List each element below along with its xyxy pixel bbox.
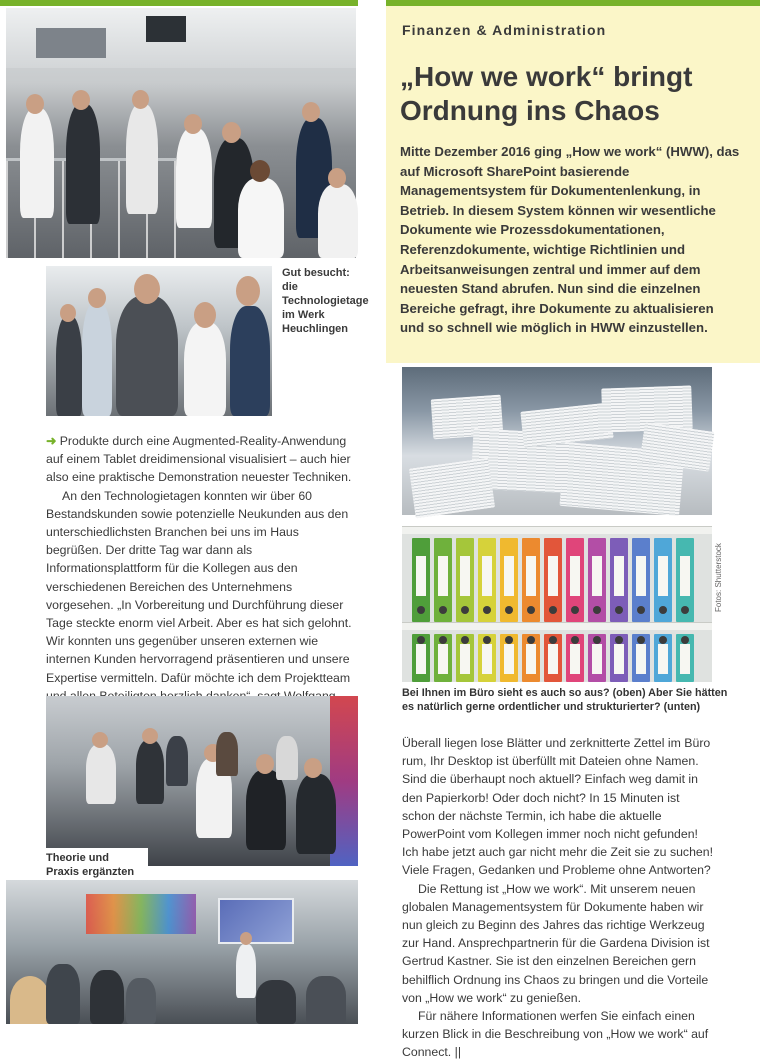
binder-label — [482, 556, 492, 596]
binder — [654, 538, 672, 622]
right-paragraph-1: Überall liegen lose Blätter und zerknitterte Zettel im Büro rum, Ihr Desktop ist überfüllt mit Dateien ohne Namen. Sind die überhaupt noch aktuell? Einfach weg damit in den Papierkorb! Oder doch nicht? In 15 Minuten ist schon der nächste Termin, ich habe die aktuelle PowerPoint vom Kollegen immer noch nicht gefunden! Ich habe jetzt auch gar nicht mehr die Zeit sie zu suchen! Viele Fragen, Gedanken und Probleme ohne Antworten? — [402, 736, 714, 878]
binder-label — [504, 644, 514, 674]
binder-hole — [461, 636, 469, 644]
binder-label — [482, 644, 492, 674]
binder-hole — [483, 606, 491, 614]
binder — [456, 538, 474, 622]
photo-presentation-hall — [6, 880, 358, 1024]
binder — [478, 634, 496, 682]
binder — [456, 634, 474, 682]
accent-bar-left — [0, 0, 358, 6]
binder-label — [548, 644, 558, 674]
binder-label — [416, 644, 426, 674]
binder — [588, 538, 606, 622]
binder-label — [438, 556, 448, 596]
article-lead: Mitte Dezember 2016 ging „How we work“ (HWW), das auf Microsoft SharePoint basierende Managementsystem für Dokumentenlenkung, in Betrieb. In diesem System können wir wesentliche Dokumente wie Prozessdokumentationen, Referenzdokumente, wichtige Richtlinien und Arbeitsanweisungen zentral und immer auf dem neuesten Stand abrufen. Nun sind die einzelnen Bereiche gefragt, ihre Dokumente zu aktualisieren und so schnell wie möglich in HWW einzustellen. — [400, 144, 740, 336]
binder-hole — [483, 636, 491, 644]
binder-label — [658, 644, 668, 674]
binder — [500, 634, 518, 682]
binder-label — [636, 556, 646, 596]
binder-hole — [571, 636, 579, 644]
binder-label — [592, 556, 602, 596]
right-paragraph-2: Die Rettung ist „How we work“. Mit unserem neuen globalen Managementsystem für Dokumente haben wir nun gleich zu Beginn des Jahres das richtige Werkzeug zur Hand. Ansprechpartnerin für die Gardena Division ist Gertrud Kastner. Sie ist den einzelnen Bereichen gern behilflich Ordnung ins Chaos zu bringen und die Vorteile von „How we work“ zu genießen. — [402, 881, 710, 1005]
binder — [522, 538, 540, 622]
binder-hole — [593, 606, 601, 614]
binder-hole — [505, 636, 513, 644]
binder-hole — [615, 606, 623, 614]
binder-label — [614, 644, 624, 674]
binder-hole — [527, 636, 535, 644]
binder-hole — [461, 606, 469, 614]
binder-label — [504, 556, 514, 596]
photo-caption-tec-together: Theorie und Praxis ergänzten — [42, 848, 148, 910]
arrow-icon: ➜ — [46, 434, 60, 448]
binder-hole — [549, 606, 557, 614]
binder-hole — [637, 606, 645, 614]
binder — [676, 634, 694, 682]
photo-technology-days-crowd — [6, 8, 356, 258]
binder-label — [680, 556, 690, 596]
binder — [566, 634, 584, 682]
binder-hole — [593, 636, 601, 644]
binder — [544, 538, 562, 622]
binder-label — [680, 644, 690, 674]
photo-colored-binders — [402, 526, 712, 682]
binder — [434, 538, 452, 622]
photo-caption-technology-days: Gut besucht: die Technologietage im Werk Heuchlingen — [282, 267, 369, 335]
binder-label — [438, 644, 448, 674]
binder-label — [658, 556, 668, 596]
binder — [632, 538, 650, 622]
photo-projection-screen — [218, 898, 294, 944]
binder-hole — [659, 636, 667, 644]
right-paragraph-3: Für nähere Informationen werfen Sie einfach einen kurzen Blick in die Beschreibung von „How we work“ auf Connect. || — [402, 1009, 709, 1060]
binder — [610, 634, 628, 682]
left-paragraph-1-text: Produkte durch eine Augmented-Reality-Anwendung auf einem Tablet dreidimensional visualisiert – auch hier also eine praktische Demonstration neuester Techniken. — [46, 434, 352, 485]
photo-tec-together-audience — [46, 696, 358, 866]
binder — [544, 634, 562, 682]
binder — [566, 538, 584, 622]
shelf-board-top — [402, 526, 712, 534]
binder — [588, 634, 606, 682]
binder-label — [416, 556, 426, 596]
binder-label — [460, 644, 470, 674]
right-article-text — [402, 734, 714, 1062]
binder-hole — [637, 636, 645, 644]
binder-label — [636, 644, 646, 674]
binder-hole — [549, 636, 557, 644]
binder — [500, 538, 518, 622]
binder-label — [570, 644, 580, 674]
binder-hole — [681, 636, 689, 644]
photo-window — [146, 16, 186, 42]
photo-credit: Fotos: Shutterstock — [714, 543, 723, 612]
binder-hole — [527, 606, 535, 614]
binder-label — [460, 556, 470, 596]
binder-label — [526, 556, 536, 596]
binder-hole — [417, 606, 425, 614]
photo-colored-wall — [86, 894, 196, 934]
binder-hole — [615, 636, 623, 644]
left-paragraph-2: An den Technologietagen konnten wir über 60 Bestandskunden sowie potenzielle Neukunden aus den unterschiedlichsten Branchen bei uns im Haus begrüßen. Der dritte Tag war dann als Informationsplattform für die Kollegen aus den verschiedenen Bereichen des Unternehmens vorgesehen. „In Vorbereitung und Durchführung dieser Tage steckte enorm viel Arbeit. Aber es hat sich gelohnt. Wir konnten uns gegenüber unseren externen wie internen Kunden hervorragend präsentieren und unsere Expertise vermitteln. Dafür möchte ich dem Projektteam — [46, 488, 352, 685]
binder — [478, 538, 496, 622]
binder-hole — [571, 606, 579, 614]
binder-label — [526, 644, 536, 674]
shelf-board-middle — [402, 622, 712, 630]
photo-visitors-talking — [46, 266, 272, 416]
binder — [632, 634, 650, 682]
binder — [610, 538, 628, 622]
binder-label — [548, 556, 558, 596]
binder-label — [570, 556, 580, 596]
binder-hole — [439, 636, 447, 644]
binder-hole — [417, 636, 425, 644]
photo-paper-stacks — [402, 367, 712, 515]
binder — [522, 634, 540, 682]
binder — [654, 634, 672, 682]
left-paragraph-continued — [46, 432, 358, 487]
binder — [434, 634, 452, 682]
binder — [676, 538, 694, 622]
binder-hole — [439, 606, 447, 614]
photo-wall-panel — [36, 28, 106, 58]
photo-caption-office: Bei Ihnen im Büro sieht es auch so aus? (oben) Aber Sie hätten es natürlich gerne ordentlicher und strukturierter? (unten) — [402, 687, 728, 714]
binder-hole — [505, 606, 513, 614]
section-label: Finanzen & Administration — [402, 22, 607, 38]
article-headline: „How we work“ bringt Ordnung ins Chaos — [400, 61, 693, 126]
binder — [412, 538, 430, 622]
binder-hole — [681, 606, 689, 614]
binder-label — [592, 644, 602, 674]
binder-label — [614, 556, 624, 596]
binder — [412, 634, 430, 682]
binder-hole — [659, 606, 667, 614]
